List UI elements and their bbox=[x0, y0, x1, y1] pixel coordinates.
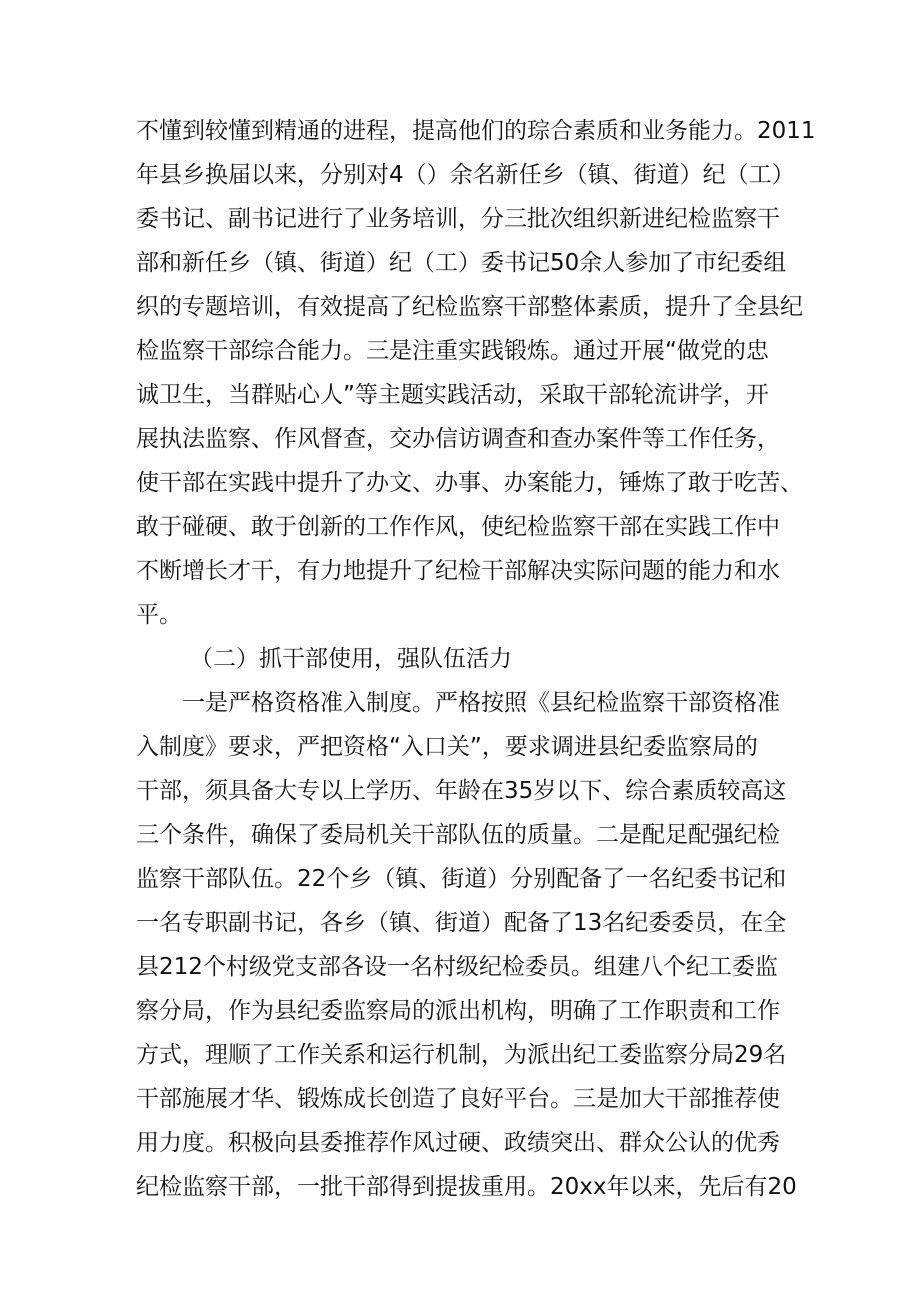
paragraph-2-line-1: 一是严格资格准入制度。严格按照《县纪检监察干部资格准 bbox=[182, 690, 780, 716]
paragraph-1-line-4: 部和新任乡（镇、街道）纪（工）委书记50余人参加了市纪委组 bbox=[136, 250, 787, 276]
paragraph-1-line-8: 展执法监察、作风督查，交办信访调查和查办案件等工作任务， bbox=[136, 426, 780, 452]
paragraph-2-line-2: 入制度》要求，严把资格“入口关”，要求调进县纪委监察局的 bbox=[136, 734, 758, 760]
paragraph-1-line-12: 平。 bbox=[136, 602, 182, 628]
paragraph-2-line-11: 用力度。积极向县委推荐作风过硬、政绩突出、群众公认的优秀 bbox=[136, 1130, 780, 1156]
paragraph-2-line-9: 方式，理顺了工作关系和运行机制，为派出纪工委监察分局29名 bbox=[136, 1042, 787, 1068]
paragraph-1-line-1: 不懂到较懂到精通的进程，提高他们的琮合素质和业务能力。2011 bbox=[136, 118, 816, 144]
paragraph-2-line-3: 干部，须具备大专以上学历、年龄在35岁以下、综合素质较高这 bbox=[136, 778, 787, 804]
section-heading: （二）抓干部使用，强队伍活力 bbox=[190, 646, 512, 672]
paragraph-1-line-3: 委书记、副书记进行了业务培训，分三批次组织新进纪检监察干 bbox=[136, 206, 780, 232]
paragraph-1-line-9: 使干部在实践中提升了办文、办事、办案能力，锤炼了敢于吃苦、 bbox=[136, 470, 803, 496]
paragraph-1-line-11: 不断增长才干，有力地提升了纪检干部解决实际问题的能力和水 bbox=[136, 558, 780, 584]
paragraph-2-line-6: 一名专职副书记，各乡（镇、街道）配备了13名纪委委员，在全 bbox=[136, 910, 787, 936]
paragraph-2-line-10: 干部施展才华、锻炼成长创造了良好平台。三是加大干部推荐使 bbox=[136, 1086, 780, 1112]
paragraph-1-line-2: 年县乡换届以来，分别对4（）余名新任乡（镇、街道）纪（工） bbox=[136, 162, 795, 188]
paragraph-1-line-7: 诚卫生，当群贴心人”等主题实践活动，采取干部轮流讲学，开 bbox=[136, 382, 769, 408]
paragraph-1-line-10: 敢于碰硬、敢于创新的工作作风，使纪检监察干部在实践工作中 bbox=[136, 514, 780, 540]
paragraph-1-line-5: 织的专题培训，有效提高了纪检监察干部整体素质，提升了全县纪 bbox=[136, 294, 803, 320]
paragraph-2-line-5: 监察干部队伍。22个乡（镇、街道）分别配备了一名纪委书记和 bbox=[136, 866, 787, 892]
paragraph-1-line-6: 检监察干部综合能力。三是注重实践锻炼。通过开展“做党的忠 bbox=[136, 338, 769, 364]
paragraph-2-line-8: 察分局，作为县纪委监察局的派出机构，明确了工作职责和工作 bbox=[136, 998, 780, 1024]
paragraph-2-line-12: 纪检监察干部，一批干部得到提拔重用。20xx年以来，先后有20 bbox=[136, 1174, 797, 1200]
paragraph-2-line-4: 三个条件，确保了委局机关干部队伍的质量。二是配足配强纪检 bbox=[136, 822, 780, 848]
paragraph-2-line-7: 县212个村级党支部各设一名村级纪检委员。组建八个纪工委监 bbox=[136, 954, 778, 980]
